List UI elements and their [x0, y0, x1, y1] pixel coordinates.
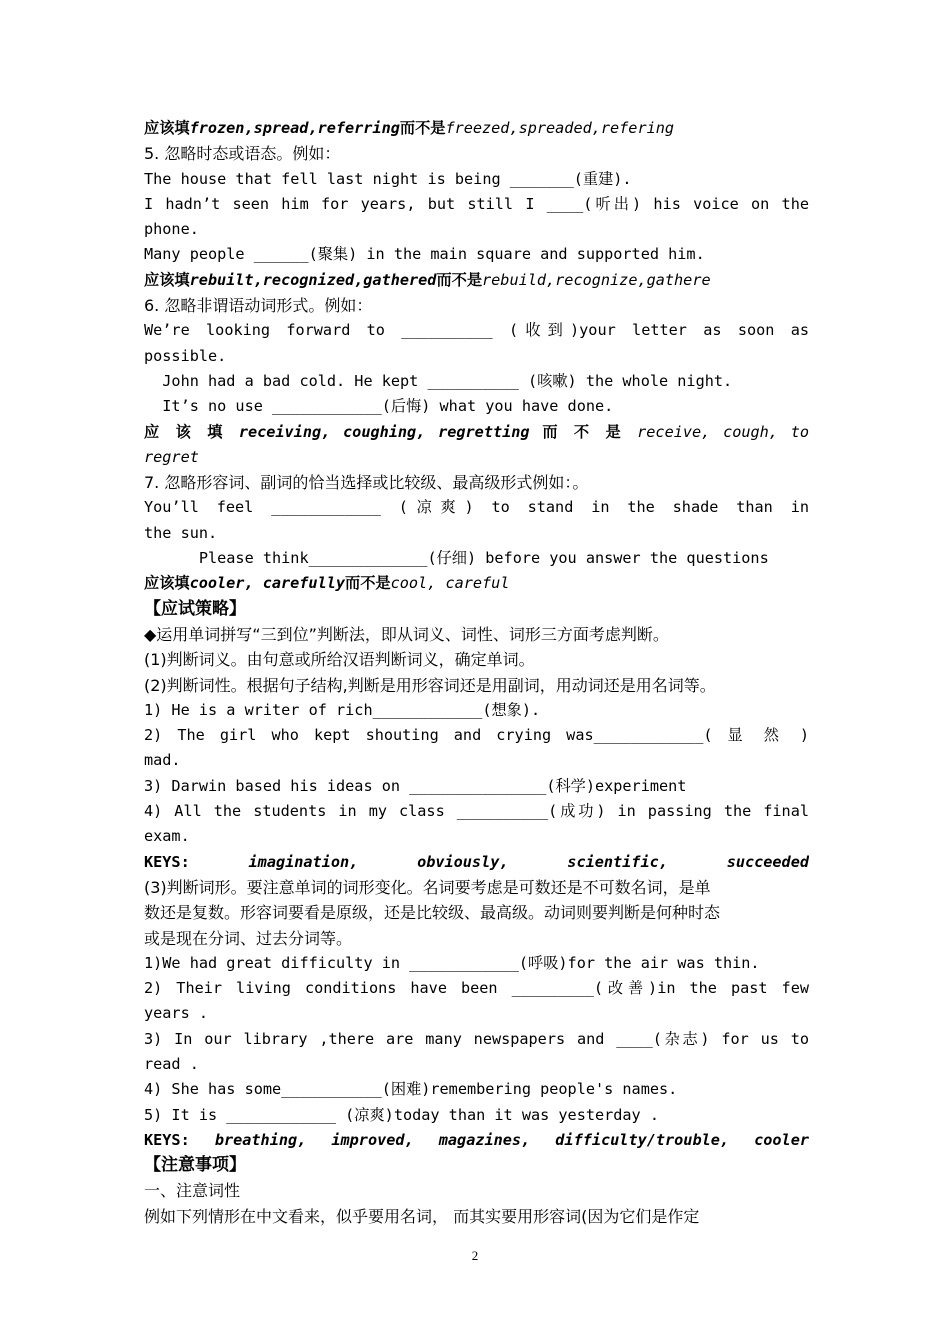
text-run: 4) All the students in my class __________(成功) in passing the final — [144, 802, 809, 821]
text-line — [144, 673, 809, 698]
text-line — [144, 1128, 809, 1153]
text-run: 而 不 是 — [529, 422, 638, 441]
text-line — [144, 521, 809, 546]
text-line — [144, 1077, 809, 1102]
text-run: 数还是复数。形容词要看是原级，还是比较级、最高级。动词则要判断是何种时态 — [144, 903, 721, 923]
text-line — [144, 597, 809, 622]
text-line — [144, 217, 809, 242]
text-run: exam. — [144, 827, 190, 846]
text-run: read . — [144, 1054, 199, 1073]
text-run: The house that fell last night is being _______(重建). — [144, 169, 632, 188]
text-line — [144, 1103, 809, 1128]
text-run: the sun. — [144, 523, 218, 542]
section-heading: 【注意事项】 — [144, 1155, 246, 1176]
text-line — [144, 192, 809, 217]
text-line — [144, 1204, 809, 1229]
text-run: 应该填 — [144, 119, 190, 137]
text-line — [144, 723, 809, 748]
text-run: ◆运用单词拼写“三到位”判断法，即从词义、词性、词形三方面考虑判断。 — [144, 624, 669, 644]
text-run: 而不是 — [436, 270, 483, 289]
text-run: You’ll feel ____________ (凉爽) to stand in the shade than in — [144, 498, 809, 517]
text-line — [144, 748, 809, 773]
text-run: cool, careful — [390, 574, 510, 593]
text-line — [144, 445, 809, 470]
text-line — [144, 394, 809, 419]
text-line — [144, 293, 809, 318]
text-run: phone. — [144, 220, 199, 239]
text-line — [144, 698, 809, 723]
text-run: 4) She has some___________(困难)remembering people's names. — [144, 1080, 678, 1099]
text-run: 2) Their living conditions have been _________(改善)in the past few — [144, 979, 809, 998]
text-line — [144, 571, 809, 596]
text-line — [144, 116, 809, 141]
text-line — [144, 1001, 809, 1026]
text-run: mad. — [144, 751, 181, 770]
text-line — [144, 242, 809, 267]
text-line — [144, 344, 809, 369]
text-run: (3)判断词形。要注意单词的词形变化。名词要考虑是可数还是不可数名词，是单 — [144, 877, 711, 897]
text-run: breathing, improved, magazines, difficulty/trouble, cooler — [214, 1130, 809, 1149]
text-line — [144, 875, 809, 900]
page-number: 2 — [471, 1248, 479, 1263]
text-line — [144, 824, 809, 849]
text-run: 3) In our library ,there are many newspapers and ____(杂志) for us to — [144, 1029, 809, 1048]
text-line — [144, 495, 809, 520]
text-run: We’re looking forward to __________ (收到)your letter as soon as — [144, 321, 809, 340]
text-run: 而不是 — [399, 119, 446, 137]
text-run: possible. — [144, 346, 227, 365]
text-run: frozen,spread,referring — [189, 119, 400, 137]
text-run: receive, cough, to — [637, 422, 809, 441]
text-run: I hadn’t seen him for years, but still I ____(听出) his voice on the — [144, 194, 809, 213]
text-run: 1) He is a writer of rich____________(想象). — [144, 700, 541, 719]
text-run: KEYS: — [144, 852, 249, 871]
text-line — [144, 900, 809, 925]
text-line — [144, 850, 809, 875]
text-run: Please think_____________(仔细) before you answer the questions — [144, 549, 769, 568]
text-line — [144, 141, 809, 166]
text-line — [144, 774, 809, 799]
text-line — [144, 976, 809, 1001]
text-run: 应 该 填 — [144, 422, 239, 441]
text-run: Many people ______(聚集) in the main square and supported him. — [144, 245, 705, 264]
text-run: It’s no use ____________(后悔) what you have done. — [144, 397, 614, 416]
text-run: KEYS: — [144, 1130, 215, 1149]
text-line — [144, 420, 809, 445]
text-run: 2) The girl who kept shouting and crying was____________( 显 然 ) — [144, 726, 809, 745]
text-run: regret — [144, 447, 199, 466]
text-run: 应该填 — [144, 574, 190, 593]
text-run: rebuild,recognize,gathere — [482, 270, 711, 289]
text-line — [144, 470, 809, 495]
text-run: freezed,spreaded,refering — [445, 119, 675, 137]
text-run: 而不是 — [345, 574, 391, 593]
text-run: imagination, obviously, scientific, succeeded — [248, 852, 809, 871]
text-run: 7. 忽略形容词、副词的恰当选择或比较级、最高级形式例如：。 — [144, 473, 589, 493]
text-run: 5) It is ____________ (凉爽)today than it was yesterday . — [144, 1105, 659, 1124]
text-run: rebuilt,recognized,gathered — [189, 270, 437, 289]
text-run: 应该填 — [144, 270, 190, 289]
text-line — [144, 1153, 809, 1178]
text-line — [144, 1027, 809, 1052]
text-run: 例如下列情形在中文看来，似乎要用名词， 而其实要用形容词(因为它们是作定 — [144, 1206, 700, 1226]
text-line — [144, 622, 809, 647]
text-run: (1)判断词义。由句意或所给汉语判断词义，确定单词。 — [144, 650, 535, 670]
text-run: cooler, carefully — [189, 574, 346, 593]
text-line — [144, 369, 809, 394]
text-line — [144, 799, 809, 824]
section-heading: 【应试策略】 — [144, 598, 246, 619]
text-line — [144, 951, 809, 976]
text-line — [144, 318, 809, 343]
text-line — [144, 1052, 809, 1077]
text-run: receiving, coughing, regretting — [238, 422, 530, 441]
text-line — [144, 647, 809, 672]
text-line — [144, 546, 809, 571]
text-run: 3) Darwin based his ideas on _______________(科学)experiment — [144, 776, 687, 795]
text-line — [144, 1178, 809, 1203]
document-body — [144, 116, 809, 1229]
text-line — [144, 268, 809, 293]
text-run: John had a bad cold. He kept __________ (咳嗽) the whole night. — [144, 371, 733, 390]
text-run: years . — [144, 1004, 209, 1023]
text-run: 5. 忽略时态或语态。例如： — [144, 144, 341, 164]
text-run: (2)判断词性。根据句子结构,判断是用形容词还是用副词，用动词还是用名词等。 — [144, 675, 716, 695]
text-run: 1)We had great difficulty in ____________(呼吸)for the air was thin. — [144, 953, 760, 972]
text-line — [144, 167, 809, 192]
text-run: 或是现在分词、过去分词等。 — [144, 928, 353, 948]
text-line — [144, 926, 809, 951]
text-run: 6. 忽略非谓语动词形式。例如： — [144, 296, 373, 316]
text-run: 一、注意词性 — [144, 1181, 241, 1201]
